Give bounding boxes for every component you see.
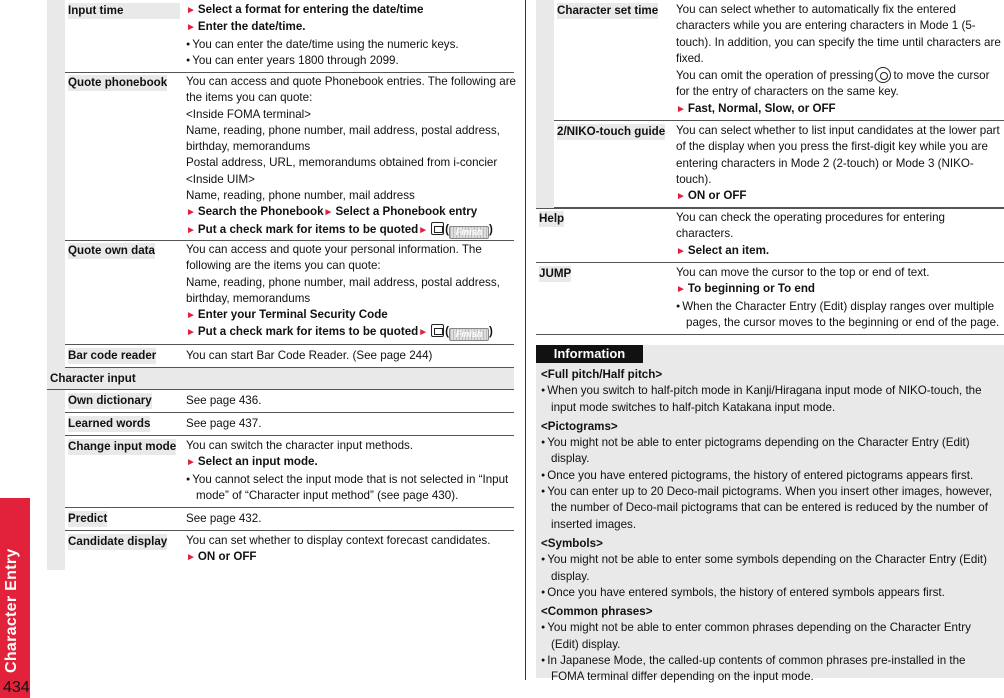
info-bullet: ● You might not be able to enter common phrases depending on the Character Entry (Edit) display.	[541, 620, 1001, 653]
finish-key-icon: Finish	[449, 328, 489, 341]
row-desc: You can access and quote Phonebook entries. The following are the items you can quote: <Inside FOMA terminal> Name, reading, phone number, mail address, postal address, birthday, memorandums Postal address, URL, memorandums obtained from i-concier <Inside UIM> Name, reading, phone number, mail address ► Search the Phonebook► Select a Phonebook entry ► Put a check mark for items to be quoted► ( Finish )	[186, 75, 517, 237]
finish-key-icon: Finish	[449, 226, 489, 239]
mail-key-icon	[431, 222, 444, 235]
row-key: Predict	[68, 511, 107, 527]
row-key: Own dictionary	[68, 393, 152, 409]
page-number: 434	[3, 679, 30, 696]
information-label: Information	[536, 345, 643, 363]
info-heading: <Symbols>	[541, 536, 603, 550]
row-desc: You can access and quote your personal information. The following are the items you can quote: Name, reading, phone number, mail address, postal address, birthday, memorandums ► Enter your Terminal Security Code ► Put a check mark for items to be quoted► ( Finish )	[186, 243, 500, 340]
mail-key-icon	[431, 324, 444, 337]
row-key: Input time	[68, 3, 180, 19]
row-desc: You can set whether to display context forecast candidates. ► ON or OFF	[186, 534, 491, 564]
row-desc: ► Select a format for entering the date/time ► Enter the date/time. ● You can enter the date/time using the numeric keys. ● You can enter years 1800 through 2099.	[186, 2, 514, 69]
info-bullet: ● Once you have entered pictograms, the history of entered pictograms appears first.	[541, 468, 1001, 484]
row-key: Candidate display	[68, 534, 167, 550]
row-key: Learned words	[68, 416, 150, 432]
row-key: Quote own data	[68, 243, 155, 259]
section-character-input: Character input	[50, 371, 136, 387]
info-heading: <Common phrases>	[541, 605, 653, 619]
row-key: Quote phonebook	[68, 75, 167, 91]
row-key: Character set time	[557, 3, 658, 19]
row-desc: You can move the cursor to the top or end of text. ► To beginning or To end ● When the Character Entry (Edit) display ranges over multiple pages, the cursor moves to the beginning or end of the page.	[676, 265, 1004, 331]
circle-key-icon	[875, 67, 891, 83]
row-key: Bar code reader	[68, 348, 156, 364]
column-divider	[525, 0, 526, 680]
info-bullet: ● You might not be able to enter pictograms depending on the Character Entry (Edit) display.	[541, 435, 1001, 468]
info-heading: <Pictograms>	[541, 419, 618, 433]
info-bullet: ● You might not be able to enter some symbols depending on the Character Entry (Edit) display.	[541, 552, 1001, 585]
row-desc: See page 436.	[186, 394, 262, 407]
row-predict	[65, 508, 514, 531]
row-key: 2/NIKO-touch guide	[557, 124, 665, 140]
info-bullet: ● You can enter up to 20 Deco-mail pictograms. When you insert other images, however, the number of Deco-mail pictograms that can be entered is reduced by the number of inserted images.	[541, 484, 1001, 533]
left-indent-bar	[47, 0, 65, 570]
info-heading: <Full pitch/Half pitch>	[541, 368, 663, 381]
information-content	[541, 365, 1001, 686]
info-bullet: ● In Japanese Mode, the called-up contents of common phrases pre-installed in the FOMA terminal differ depending on the input mode.	[541, 653, 1001, 686]
row-desc: See page 432.	[186, 512, 262, 525]
info-bullet: ● When you switch to half-pitch mode in Kanji/Hiragana input mode of NIKO-touch, the input mode switches to half-pitch Katakana input mode.	[541, 383, 1001, 416]
row-key: Change input mode	[68, 439, 176, 455]
row-desc: You can start Bar Code Reader. (See page 244)	[186, 349, 433, 362]
right-indent-bar	[536, 0, 554, 208]
row-desc: You can select whether to automatically fix the entered characters while you are entering characters in Mode 1 (5-touch). In addition, you can specify the time until characters are fixed. You can omit the operation of pressing to move the cursor for the entry of characters on the same key. ► Fast, Normal, Slow, or OFF	[676, 3, 1001, 115]
side-tab	[0, 498, 30, 698]
row-key: Help	[539, 211, 564, 227]
row-desc: You can select whether to list input candidates at the lower part of the display when you press the first-digit key while you are entering characters in Mode 2 (2-touch) or Mode 3 (NIKO-touch). ► ON or OFF	[676, 124, 1000, 203]
row-desc: You can check the operating procedures for entering characters. ► Select an item.	[676, 211, 945, 257]
row-key: JUMP	[539, 266, 571, 282]
row-desc: You can switch the character input methods. ► Select an input mode. ● You cannot select the input mode that is not selected in “Input mode” of “Character input method” (see page 430).	[186, 438, 514, 504]
info-bullet: ● Once you have entered symbols, the history of entered symbols appears first.	[541, 585, 1001, 601]
row-desc: See page 437.	[186, 417, 262, 430]
side-tab-label: Character Entry	[3, 548, 20, 673]
